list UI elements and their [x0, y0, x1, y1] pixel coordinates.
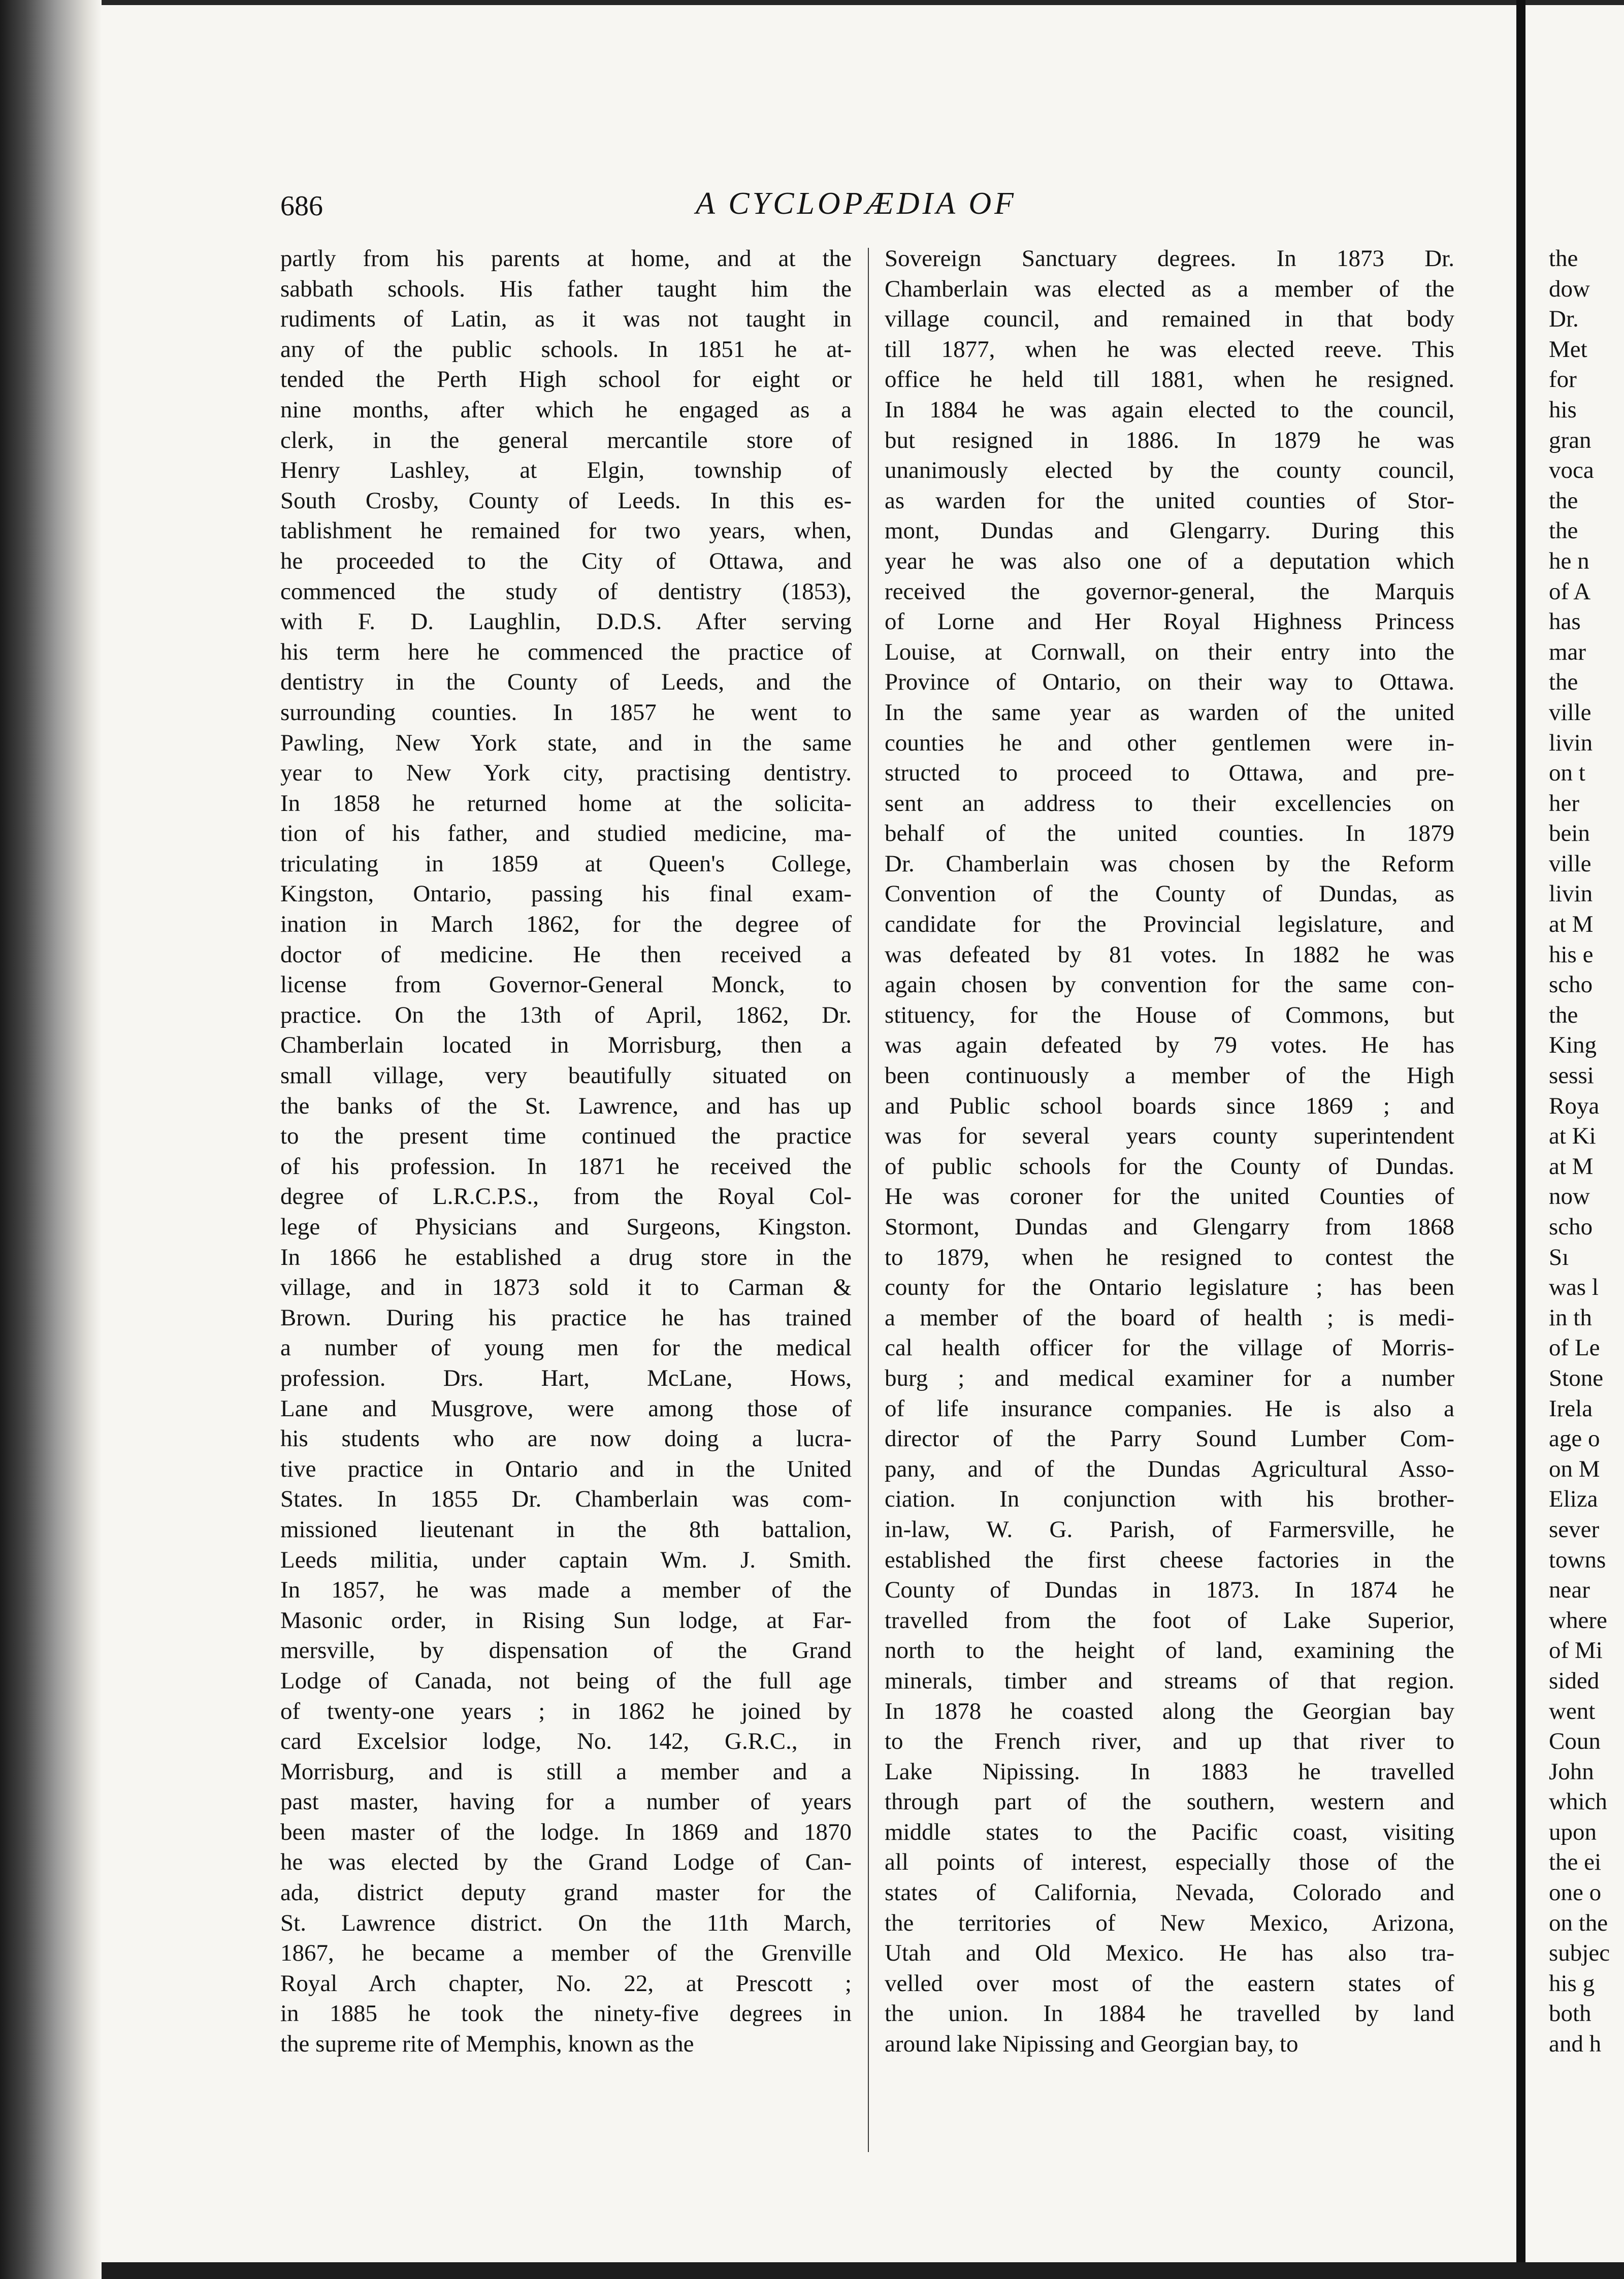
text-line: triculating in 1859 at Queen's College, [280, 850, 852, 877]
text-line: In 1857, he was made a member of the [280, 1577, 852, 1604]
text-line: Province of Ontario, on their way to Ottawa. [885, 669, 1454, 696]
text-line: the [1549, 669, 1578, 696]
text-line: the [1549, 517, 1578, 544]
text-line: year to New York city, practising dentistry. [280, 760, 852, 787]
text-line: of life insurance companies. He is also a [885, 1395, 1454, 1422]
text-line: mont, Dundas and Glengarry. During this [885, 517, 1454, 544]
column-divider [868, 248, 869, 2152]
text-line: Brown. During his practice he has trained [280, 1304, 852, 1331]
text-line: of A [1549, 578, 1591, 605]
text-line: Leeds militia, under captain Wm. J. Smith. [280, 1546, 852, 1573]
text-line: King [1549, 1032, 1597, 1059]
text-line: which [1549, 1788, 1607, 1815]
text-line: established the first cheese factories in the [885, 1546, 1454, 1573]
page-number: 686 [280, 190, 323, 222]
text-line: around lake Nipissing and Georgian bay, to [885, 2031, 1298, 2058]
text-line: the union. In 1884 he travelled by land [885, 2000, 1454, 2027]
text-line: nine months, after which he engaged as a [280, 396, 852, 423]
text-line: was again defeated by 79 votes. He has [885, 1032, 1454, 1059]
text-line: one o [1549, 1879, 1602, 1906]
text-line: in th [1549, 1304, 1592, 1331]
text-line: age o [1549, 1425, 1600, 1452]
text-line: the [1549, 1001, 1578, 1028]
text-line: year he was also one of a deputation which [885, 547, 1454, 574]
text-line: subjec [1549, 1940, 1610, 1967]
text-line: the banks of the St. Lawrence, and has up [280, 1092, 852, 1119]
text-line: was l [1549, 1274, 1599, 1301]
text-line: behalf of the united counties. In 1879 [885, 820, 1454, 847]
text-line: on M [1549, 1455, 1600, 1482]
text-line: was for several years county superintendent [885, 1123, 1454, 1150]
text-line: Stormont, Dundas and Glengarry from 1868 [885, 1214, 1454, 1240]
text-line: he was elected by the Grand Lodge of Can- [280, 1849, 852, 1876]
text-line: was defeated by 81 votes. In 1882 he was [885, 941, 1454, 968]
text-line: he proceeded to the City of Ottawa, and [280, 547, 852, 574]
text-line: ville [1549, 699, 1591, 726]
text-line: in 1885 he took the ninety-five degrees in [280, 2000, 852, 2027]
text-line: Sı [1549, 1244, 1569, 1271]
text-line: of Mi [1549, 1637, 1603, 1664]
text-line: near [1549, 1577, 1590, 1604]
text-line: a number of young men for the medical [280, 1334, 852, 1361]
text-line: travelled from the foot of Lake Superior, [885, 1607, 1454, 1634]
text-line: Utah and Old Mexico. He has also tra- [885, 1940, 1454, 1967]
text-line: minerals, timber and streams of that region. [885, 1667, 1454, 1694]
text-line: ville [1549, 850, 1591, 877]
text-line: his term here he commenced the practice of [280, 638, 852, 665]
text-line: sided [1549, 1667, 1600, 1694]
text-line: the ei [1549, 1849, 1602, 1876]
text-line: Sovereign Sanctuary degrees. In 1873 Dr. [885, 245, 1454, 272]
text-line: Lane and Musgrove, were among those of [280, 1395, 852, 1422]
text-line: past master, having for a number of years [280, 1788, 852, 1815]
text-line: and h [1549, 2031, 1602, 2058]
text-line: both [1549, 2000, 1591, 2027]
text-line: candidate for the Provincial legislature, and [885, 911, 1454, 938]
text-line: Morrisburg, and is still a member and a [280, 1758, 852, 1785]
text-line: velled over most of the eastern states of [885, 1970, 1454, 1997]
text-line: through part of the southern, western and [885, 1788, 1454, 1815]
text-line: the [1549, 245, 1578, 272]
text-line: unanimously elected by the county council, [885, 457, 1454, 484]
text-line: pany, and of the Dundas Agricultural Asso- [885, 1455, 1454, 1482]
text-line: practice. On the 13th of April, 1862, Dr. [280, 1001, 852, 1028]
text-line: middle states to the Pacific coast, visiting [885, 1818, 1454, 1845]
text-line: of his profession. In 1871 he received the [280, 1153, 852, 1180]
text-line: dow [1549, 275, 1590, 302]
text-line: States. In 1855 Dr. Chamberlain was com- [280, 1486, 852, 1513]
text-line: the supreme rite of Memphis, known as the [280, 2031, 694, 2058]
text-line: the [1549, 487, 1578, 514]
text-line: director of the Parry Sound Lumber Com- [885, 1425, 1454, 1452]
text-line: small village, very beautifully situated on [280, 1062, 852, 1089]
text-line: livin [1549, 881, 1593, 907]
text-line: his g [1549, 1970, 1595, 1997]
text-line: structed to proceed to Ottawa, and pre- [885, 760, 1454, 787]
text-line: Dr. [1549, 306, 1579, 333]
text-line: John [1549, 1758, 1594, 1785]
text-line: her [1549, 790, 1580, 817]
text-line: Convention of the County of Dundas, as [885, 881, 1454, 907]
text-line: Chamberlain located in Morrisburg, then a [280, 1032, 852, 1059]
text-line: of Le [1549, 1334, 1600, 1361]
text-line: to the present time continued the practice [280, 1123, 852, 1150]
text-column-left [280, 244, 852, 2060]
text-line: surrounding counties. In 1857 he went to [280, 699, 852, 726]
text-line: livin [1549, 729, 1593, 756]
text-line: dentistry in the County of Leeds, and the [280, 669, 852, 696]
text-line: Lake Nipissing. In 1883 he travelled [885, 1758, 1454, 1785]
text-line: scho [1549, 971, 1593, 998]
text-line: Dr. Chamberlain was chosen by the Reform [885, 850, 1454, 877]
text-line: states of California, Nevada, Colorado and [885, 1879, 1454, 1906]
text-line: at M [1549, 911, 1594, 938]
text-line: tion of his father, and studied medicine, ma- [280, 820, 852, 847]
text-line: In 1878 he coasted along the Georgian bay [885, 1698, 1454, 1724]
text-line: commenced the study of dentistry (1853), [280, 578, 852, 605]
text-line: card Excelsior lodge, No. 142, G.R.C., in [280, 1728, 852, 1755]
text-line: on t [1549, 760, 1585, 787]
text-line: In the same year as warden of the united [885, 699, 1454, 726]
text-line: to 1879, when he resigned to contest the [885, 1244, 1454, 1271]
text-line: has [1549, 608, 1581, 635]
text-line: at M [1549, 1153, 1594, 1180]
text-line: Kingston, Ontario, passing his final exam- [280, 881, 852, 907]
text-line: now [1549, 1183, 1590, 1210]
text-line: his [1549, 396, 1577, 423]
text-line: the territories of New Mexico, Arizona, [885, 1909, 1454, 1936]
text-line: Eliza [1549, 1486, 1598, 1513]
text-line: mersville, by dispensation of the Grand [280, 1637, 852, 1664]
text-line: been continuously a member of the High [885, 1062, 1454, 1089]
text-line: ada, district deputy grand master for the [280, 1879, 852, 1906]
text-line: license from Governor-General Monck, to [280, 971, 852, 998]
text-line: ciation. In conjunction with his brother- [885, 1486, 1454, 1513]
text-line: received the governor-general, the Marquis [885, 578, 1454, 605]
text-line: ination in March 1862, for the degree of [280, 911, 852, 938]
page-top-edge [102, 0, 1624, 5]
text-line: north to the height of land, examining the [885, 1637, 1454, 1664]
text-line: any of the public schools. In 1851 he at- [280, 336, 852, 363]
text-line: profession. Drs. Hart, McLane, Hows, [280, 1364, 852, 1391]
text-line: office he held till 1881, when he resigned. [885, 366, 1454, 393]
text-line: on the [1549, 1909, 1608, 1936]
text-line: bein [1549, 820, 1590, 847]
text-line: mar [1549, 638, 1586, 665]
text-line: in-law, W. G. Parish, of Farmersville, he [885, 1516, 1454, 1543]
text-line: sent an address to their excellencies on [885, 790, 1454, 817]
text-line: his students who are now doing a lucra- [280, 1425, 852, 1452]
text-line: scho [1549, 1214, 1593, 1240]
text-line: county for the Ontario legislature ; has been [885, 1274, 1454, 1301]
text-line: He was coroner for the united Counties of [885, 1183, 1454, 1210]
page-gutter [1516, 0, 1525, 2279]
text-line: of twenty-one years ; in 1862 he joined by [280, 1698, 852, 1724]
text-line: went [1549, 1698, 1596, 1724]
text-line: tive practice in Ontario and in the United [280, 1455, 852, 1482]
text-line: village council, and remained in that body [885, 306, 1454, 333]
text-line: Pawling, New York state, and in the same [280, 729, 852, 756]
text-line: tended the Perth High school for eight or [280, 366, 852, 393]
text-line: Roya [1549, 1092, 1600, 1119]
text-line: been master of the lodge. In 1869 and 1870 [280, 1818, 852, 1845]
text-line: Henry Lashley, at Elgin, township of [280, 457, 852, 484]
text-line: sabbath schools. His father taught him the [280, 275, 852, 302]
text-line: towns [1549, 1546, 1606, 1573]
text-line: Stone [1549, 1364, 1604, 1391]
text-line: but resigned in 1886. In 1879 he was [885, 427, 1454, 453]
text-line: with F. D. Laughlin, D.D.S. After serving [280, 608, 852, 635]
text-line: tablishment he remained for two years, when, [280, 517, 852, 544]
text-line: St. Lawrence district. On the 11th March, [280, 1909, 852, 1936]
text-line: as warden for the united counties of Stor- [885, 487, 1454, 514]
text-line: South Crosby, County of Leeds. In this es- [280, 487, 852, 514]
text-line: County of Dundas in 1873. In 1874 he [885, 1577, 1454, 1604]
text-line: again chosen by convention for the same con- [885, 971, 1454, 998]
text-line: Lodge of Canada, not being of the full age [280, 1667, 852, 1694]
text-line: voca [1549, 457, 1594, 484]
text-column-middle [885, 244, 1454, 2060]
text-line: upon [1549, 1818, 1597, 1845]
text-line: Louise, at Cornwall, on their entry into the [885, 638, 1454, 665]
text-line: doctor of medicine. He then received a [280, 941, 852, 968]
text-line: Irela [1549, 1395, 1593, 1422]
text-line: missioned lieutenant in the 8th battalion, [280, 1516, 852, 1543]
text-line: Chamberlain was elected as a member of the [885, 275, 1454, 302]
text-line: degree of L.R.C.P.S., from the Royal Col- [280, 1183, 852, 1210]
text-line: Met [1549, 336, 1587, 363]
book-binding-shadow [0, 0, 102, 2279]
text-line: lege of Physicians and Surgeons, Kingston. [280, 1214, 852, 1240]
text-line: and Public school boards since 1869 ; and [885, 1092, 1454, 1119]
text-line: all points of interest, especially those of the [885, 1849, 1454, 1876]
text-line: a member of the board of health ; is medi- [885, 1304, 1454, 1331]
text-line: till 1877, when he was elected reeve. This [885, 336, 1454, 363]
text-line: he n [1549, 547, 1589, 574]
text-line: rudiments of Latin, as it was not taught in [280, 306, 852, 333]
text-line: In 1858 he returned home at the solicita- [280, 790, 852, 817]
text-line: burg ; and medical examiner for a number [885, 1364, 1454, 1391]
text-line: In 1866 he established a drug store in the [280, 1244, 852, 1271]
text-line: 1867, he became a member of the Grenville [280, 1940, 852, 1967]
text-line: partly from his parents at home, and at the [280, 245, 852, 272]
text-line: Coun [1549, 1728, 1601, 1755]
text-line: stituency, for the House of Commons, but [885, 1001, 1454, 1028]
text-line: where [1549, 1607, 1607, 1634]
text-line: counties he and other gentlemen were in- [885, 729, 1454, 756]
text-line: sever [1549, 1516, 1600, 1543]
text-line: at Ki [1549, 1123, 1596, 1150]
text-line: cal health officer for the village of Morris- [885, 1334, 1454, 1361]
text-line: to the French river, and up that river to [885, 1728, 1454, 1755]
text-line: Masonic order, in Rising Sun lodge, at Far- [280, 1607, 852, 1634]
text-column-right-partial [1549, 244, 1624, 2060]
text-line: In 1884 he was again elected to the council, [885, 396, 1454, 423]
text-line: for [1549, 366, 1577, 393]
text-line: gran [1549, 427, 1591, 453]
text-line: sessi [1549, 1062, 1594, 1089]
text-line: of public schools for the County of Dundas. [885, 1153, 1454, 1180]
text-line: his e [1549, 941, 1594, 968]
text-line: clerk, in the general mercantile store of [280, 427, 852, 453]
running-title: A CYCLOPÆDIA OF [696, 186, 1017, 221]
page-bottom-edge [102, 2262, 1624, 2279]
text-line: village, and in 1873 sold it to Carman & [280, 1274, 852, 1301]
text-line: of Lorne and Her Royal Highness Princess [885, 608, 1454, 635]
text-line: Royal Arch chapter, No. 22, at Prescott ; [280, 1970, 852, 1997]
